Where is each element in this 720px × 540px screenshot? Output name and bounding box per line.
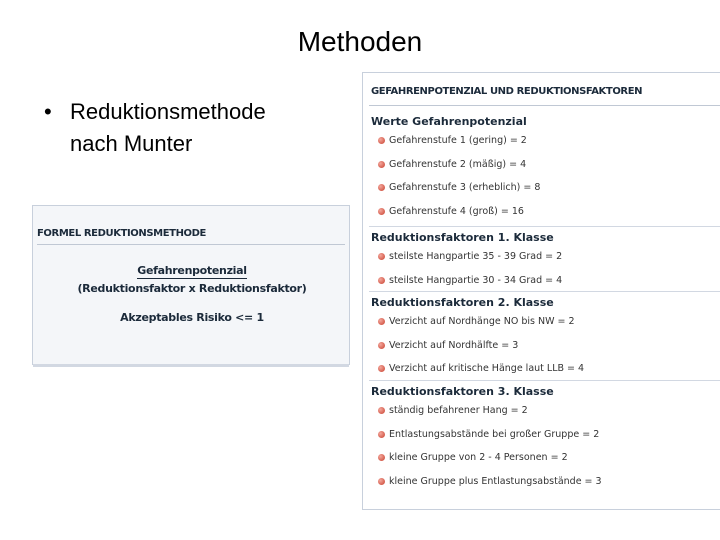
bullet-dot-icon bbox=[378, 184, 385, 191]
factors-panel-header: GEFAHRENPOTENZIAL UND REDUKTIONSFAKTOREN bbox=[371, 86, 643, 97]
bullet-dot-icon bbox=[378, 161, 385, 168]
formula-panel-divider bbox=[37, 244, 345, 245]
bullet-dot-icon bbox=[378, 137, 385, 144]
list-item-label: Gefahrenstufe 2 (mäßig) = 4 bbox=[389, 158, 527, 170]
list-item-label: Gefahrenstufe 4 (groß) = 16 bbox=[389, 205, 524, 217]
list-item-label: Gefahrenstufe 1 (gering) = 2 bbox=[389, 135, 527, 146]
bullet-dot-icon bbox=[378, 454, 385, 461]
list-item bbox=[371, 470, 711, 494]
list-item bbox=[371, 310, 711, 334]
list-item-label: Verzicht auf kritische Hänge laut LLB = 4 bbox=[389, 363, 585, 374]
list-item bbox=[371, 423, 711, 447]
list-item bbox=[371, 200, 711, 224]
group-gefahrenpotenzial bbox=[371, 115, 711, 223]
formula-panel-header: FORMEL REDUKTIONSMETHODE bbox=[37, 228, 206, 239]
bullet-dot-icon bbox=[378, 407, 385, 414]
bullet-point bbox=[44, 96, 344, 160]
bullet-dot-icon bbox=[378, 431, 385, 438]
list-item bbox=[371, 153, 711, 177]
formula-numerator: Gefahrenpotenzial bbox=[137, 264, 247, 277]
bullet-dot-icon bbox=[378, 208, 385, 215]
list-item-label: kleine Gruppe plus Entlastungsabstände = 3 bbox=[389, 475, 602, 487]
bullet-dot-icon bbox=[378, 365, 385, 372]
bullet-line-1: Reduktionsmethode bbox=[70, 99, 266, 124]
group-title: Reduktionsfaktoren 3. Klasse bbox=[371, 385, 554, 398]
group-title: Reduktionsfaktoren 2. Klasse bbox=[371, 296, 554, 309]
bullet-symbol: • bbox=[44, 99, 52, 124]
list-item-label: Verzicht auf Nordhälfte = 3 bbox=[389, 339, 519, 351]
list-item bbox=[371, 269, 711, 293]
group-reduktion-1 bbox=[371, 231, 711, 292]
list-item-label: steilste Hangpartie 35 - 39 Grad = 2 bbox=[389, 251, 563, 262]
bullet-dot-icon bbox=[378, 318, 385, 325]
list-item-label: steilste Hangpartie 30 - 34 Grad = 4 bbox=[389, 274, 563, 286]
group-reduktion-3 bbox=[371, 385, 711, 493]
list-item-label: ständig befahrener Hang = 2 bbox=[389, 405, 528, 416]
formula-denominator: (Reduktionsfaktor x Reduktionsfaktor) bbox=[77, 282, 307, 295]
bullet-line-2: nach Munter bbox=[70, 131, 193, 156]
bullet-dot-icon bbox=[378, 478, 385, 485]
group-separator bbox=[369, 226, 720, 227]
list-item-label: Gefahrenstufe 3 (erheblich) = 8 bbox=[389, 182, 541, 193]
group-separator bbox=[369, 380, 720, 381]
group-reduktion-2 bbox=[371, 296, 711, 381]
list-item-label: Verzicht auf Nordhänge NO bis NW = 2 bbox=[389, 316, 575, 327]
list-item bbox=[371, 245, 711, 269]
group-title: Werte Gefahrenpotenzial bbox=[371, 115, 527, 128]
bullet-dot-icon bbox=[378, 342, 385, 349]
formula-panel bbox=[32, 205, 350, 365]
list-item bbox=[371, 357, 711, 381]
slide-title: Methoden bbox=[297, 26, 423, 57]
list-item bbox=[371, 399, 711, 423]
group-title: Reduktionsfaktoren 1. Klasse bbox=[371, 231, 554, 244]
factors-panel-divider bbox=[369, 105, 720, 106]
list-item bbox=[371, 334, 711, 358]
list-item bbox=[371, 129, 711, 153]
list-item-label: Entlastungsabstände bei großer Gruppe = 2 bbox=[389, 428, 600, 440]
group-separator bbox=[369, 291, 720, 292]
bullet-dot-icon bbox=[378, 277, 385, 284]
list-item bbox=[371, 176, 711, 200]
factors-panel bbox=[362, 72, 720, 510]
list-item bbox=[371, 446, 711, 470]
list-item-label: kleine Gruppe von 2 - 4 Personen = 2 bbox=[389, 452, 568, 463]
bullet-dot-icon bbox=[378, 253, 385, 260]
formula-body bbox=[33, 264, 351, 324]
formula-result: Akzeptables Risiko <= 1 bbox=[120, 311, 264, 324]
